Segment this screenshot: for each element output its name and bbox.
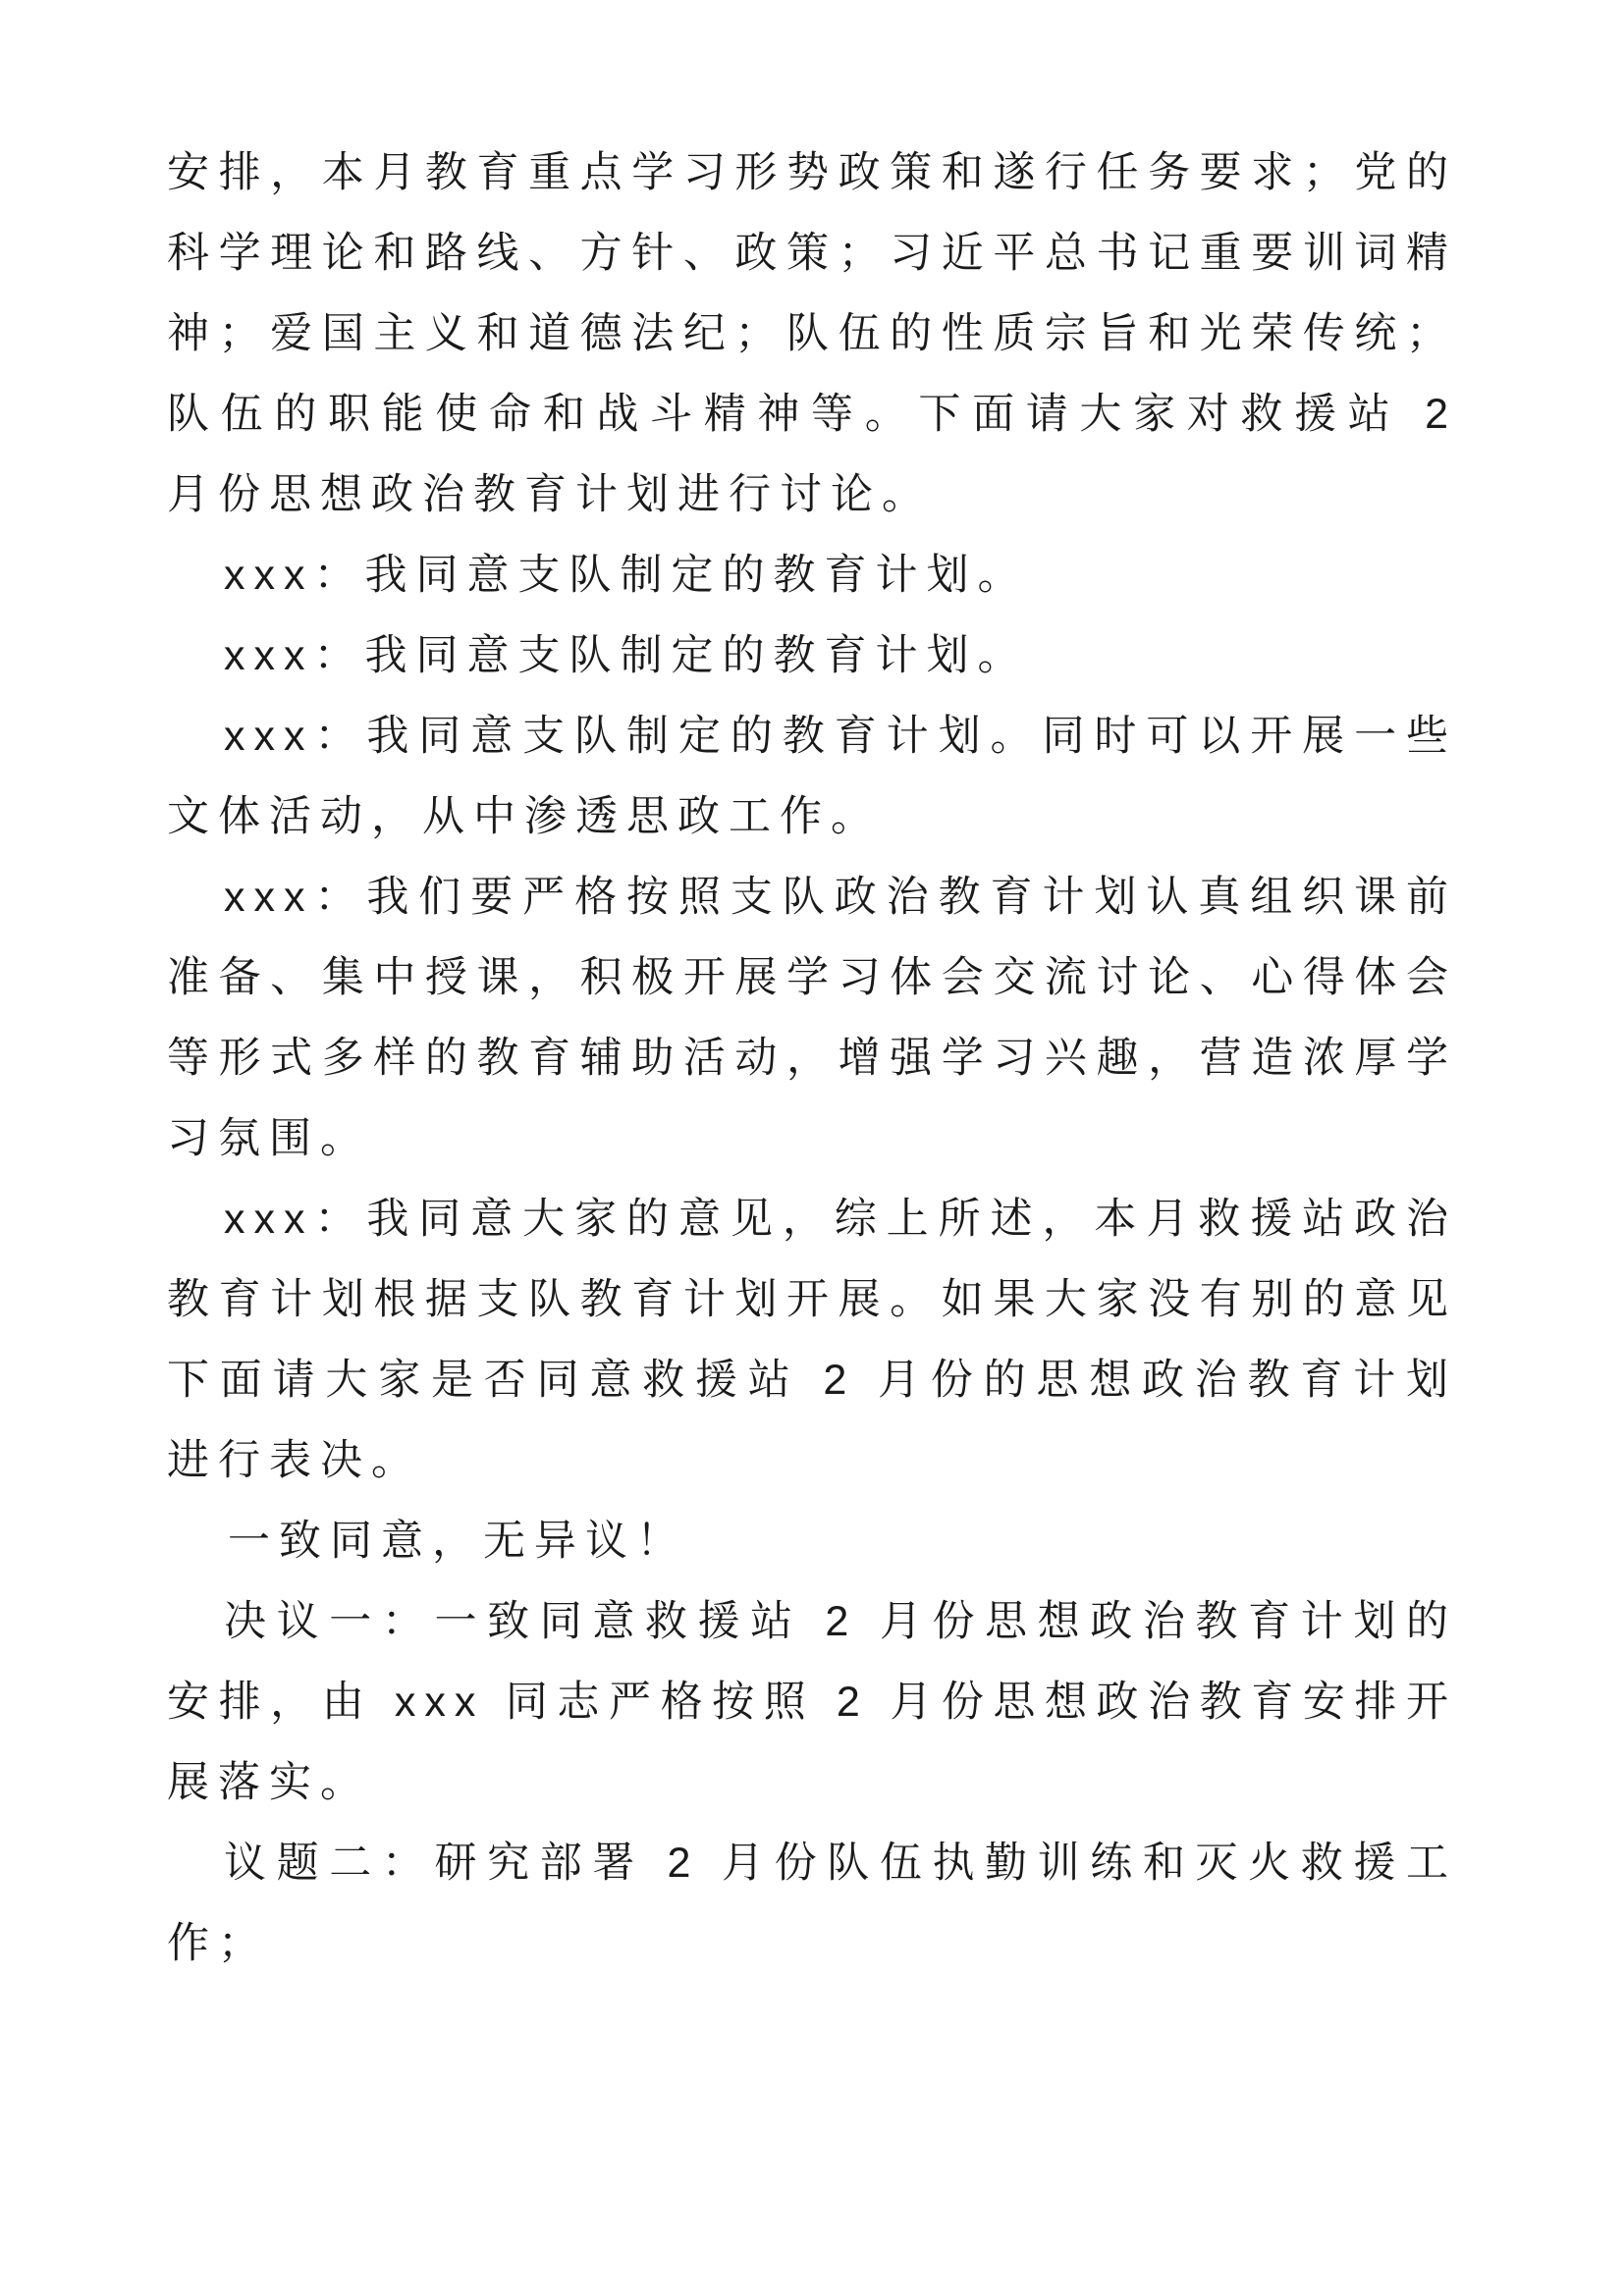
paragraph-speaker-agree-1: xxx：我同意支队制定的教育计划。 xyxy=(224,552,1029,599)
paragraph-topic-two: 议题二：研究部署 2 月份队伍执勤训练和灭火救援工作； xyxy=(167,1840,1457,1967)
paragraph-continuation-education-plan: 安排，本月教育重点学习形势政策和遂行任务要求；党的科学理论和路线、方针、政策；习近平总书记重要训词精神；爱国主义和道德法纪；队伍的性质宗旨和光荣传统；队伍的职能使命和战斗精神等。下面请大家对救援站 2 月份思想政治教育计划进行讨论。 xyxy=(167,149,1457,518)
paragraph-resolution-one: 决议一：一致同意救援站 2 月份思想政治教育计划的安排，由 xxx 同志严格按照 2 月份思想政治教育安排开展落实。 xyxy=(167,1598,1457,1806)
paragraph-unanimous-agreement: 一致同意，无异议！ xyxy=(228,1518,687,1565)
paragraph-speaker-remarks-strict-implementation: xxx：我们要严格按照支队政治教育计划认真组织课前准备、集中授课，积极开展学习体会交流讨论、心得体会等形式多样的教育辅助活动，增强学习兴趣，营造浓厚学习氛围。 xyxy=(167,874,1457,1162)
paragraph-speaker-agree-2: xxx：我同意支队制定的教育计划。 xyxy=(224,632,1029,679)
paragraph-speaker-agree-3: xxx：我同意支队制定的教育计划。同时可以开展一些文体活动，从中渗透思政工作。 xyxy=(167,713,1457,840)
paragraph-speaker-summary-vote: xxx：我同意大家的意见，综上所述，本月救援站政治教育计划根据支队教育计划开展。如果大家没有别的意见下面请大家是否同意救援站 2 月份的思想政治教育计划进行表决。 xyxy=(167,1196,1457,1484)
